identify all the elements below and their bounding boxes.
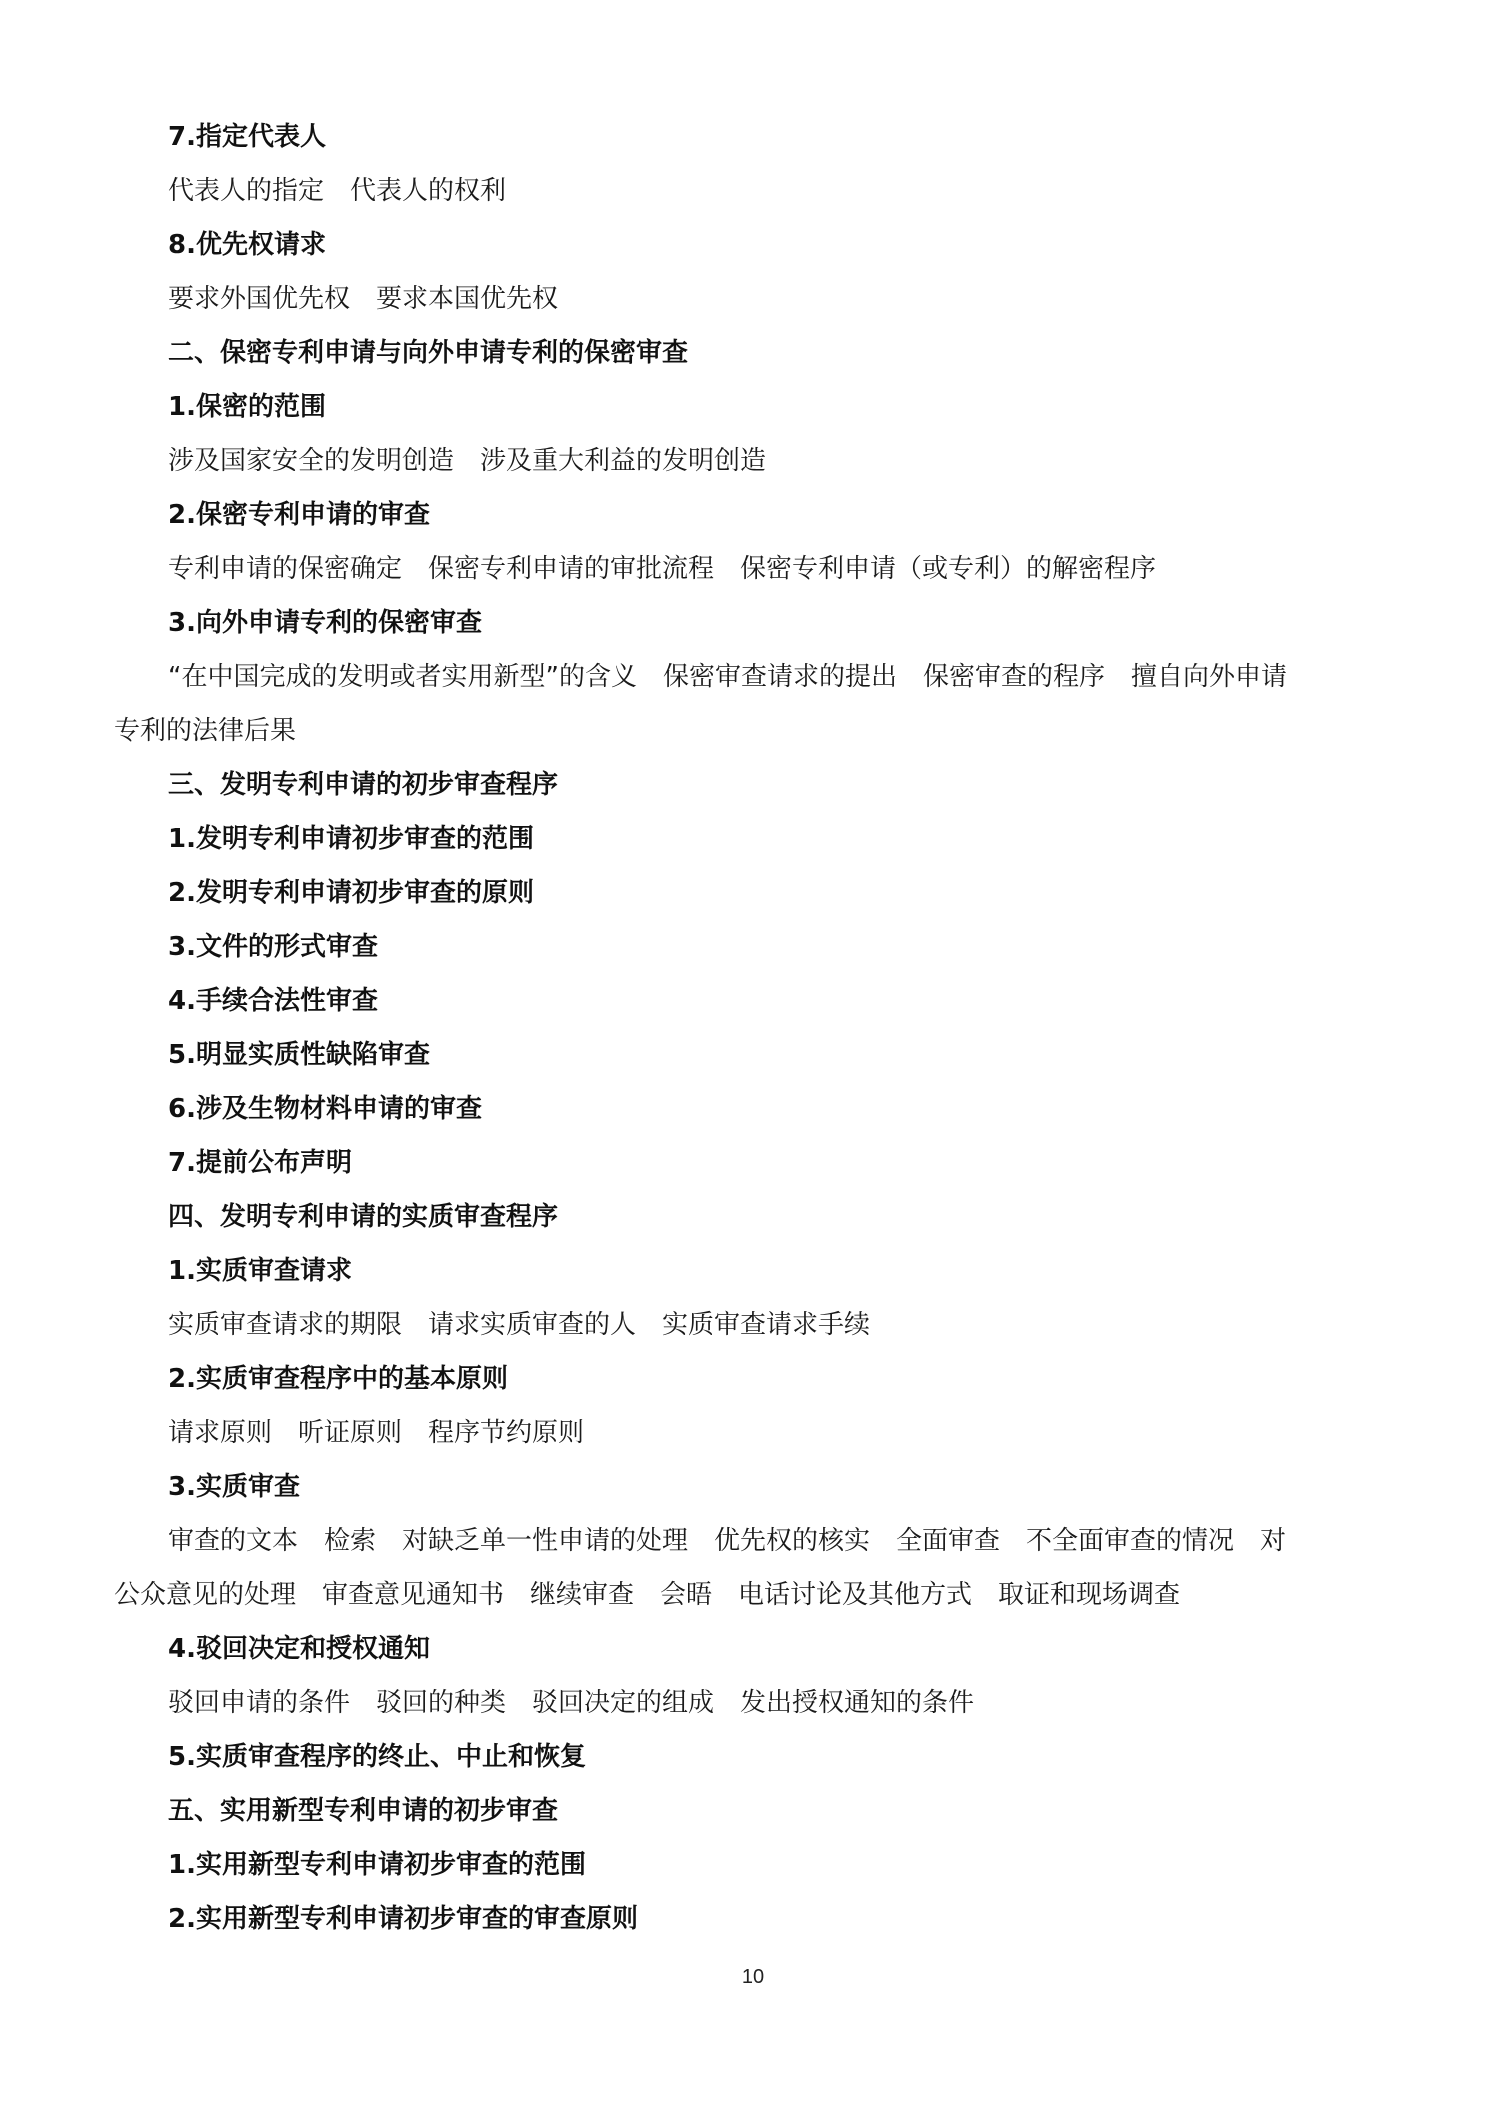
section-heading: 7.指定代表人 — [168, 122, 326, 152]
body-text-line: 请求原则 听证原则 程序节约原则 — [168, 1418, 585, 1448]
body-text-line: 专利申请的保密确定 保密专利申请的审批流程 保密专利申请（或专利）的解密程序 — [168, 554, 1157, 584]
section-heading: 2.保密专利申请的审查 — [168, 500, 430, 530]
body-text-line: 代表人的指定 代表人的权利 — [168, 176, 507, 206]
section-heading: 1.发明专利申请初步审查的范围 — [168, 824, 534, 854]
section-heading: 3.文件的形式审查 — [168, 932, 378, 962]
section-heading: 二、保密专利申请与向外申请专利的保密审查 — [168, 338, 689, 368]
document-body — [114, 110, 1394, 1946]
body-text-line: 公众意见的处理 审查意见通知书 继续审查 会晤 电话讨论及其他方式 取证和现场调查 — [114, 1580, 1181, 1610]
body-text-line: “在中国完成的发明或者实用新型”的含义 保密审查请求的提出 保密审查的程序 擅自向外申请 — [168, 662, 1287, 692]
section-heading: 3.实质审查 — [168, 1472, 300, 1502]
section-heading: 5.明显实质性缺陷审查 — [168, 1040, 430, 1070]
section-heading: 五、实用新型专利申请的初步审查 — [168, 1796, 559, 1826]
section-heading: 5.实质审查程序的终止、中止和恢复 — [168, 1742, 586, 1772]
section-heading: 6.涉及生物材料申请的审查 — [168, 1094, 482, 1124]
body-text-line: 实质审查请求的期限 请求实质审查的人 实质审查请求手续 — [168, 1310, 871, 1340]
section-heading: 1.实用新型专利申请初步审查的范围 — [168, 1850, 586, 1880]
section-heading: 三、发明专利申请的初步审查程序 — [168, 770, 559, 800]
section-heading: 2.实用新型专利申请初步审查的审查原则 — [168, 1904, 638, 1934]
section-heading: 8.优先权请求 — [168, 230, 326, 260]
body-text-line: 驳回申请的条件 驳回的种类 驳回决定的组成 发出授权通知的条件 — [168, 1688, 975, 1718]
page-number: 10 — [741, 1966, 765, 1988]
section-heading: 1.实质审查请求 — [168, 1256, 352, 1286]
section-heading: 4.手续合法性审查 — [168, 986, 378, 1016]
section-heading: 4.驳回决定和授权通知 — [168, 1634, 430, 1664]
section-heading: 7.提前公布声明 — [168, 1148, 352, 1178]
body-text-line: 涉及国家安全的发明创造 涉及重大利益的发明创造 — [168, 446, 767, 476]
section-heading: 2.发明专利申请初步审查的原则 — [168, 878, 534, 908]
section-heading: 2.实质审查程序中的基本原则 — [168, 1364, 508, 1394]
body-text-line: 要求外国优先权 要求本国优先权 — [168, 284, 559, 314]
section-heading: 1.保密的范围 — [168, 392, 326, 422]
section-heading: 3.向外申请专利的保密审查 — [168, 608, 482, 638]
body-text-line: 审查的文本 检索 对缺乏单一性申请的处理 优先权的核实 全面审查 不全面审查的情况 对 — [168, 1526, 1287, 1556]
section-heading: 四、发明专利申请的实质审查程序 — [168, 1202, 559, 1232]
body-text-line: 专利的法律后果 — [114, 716, 297, 746]
